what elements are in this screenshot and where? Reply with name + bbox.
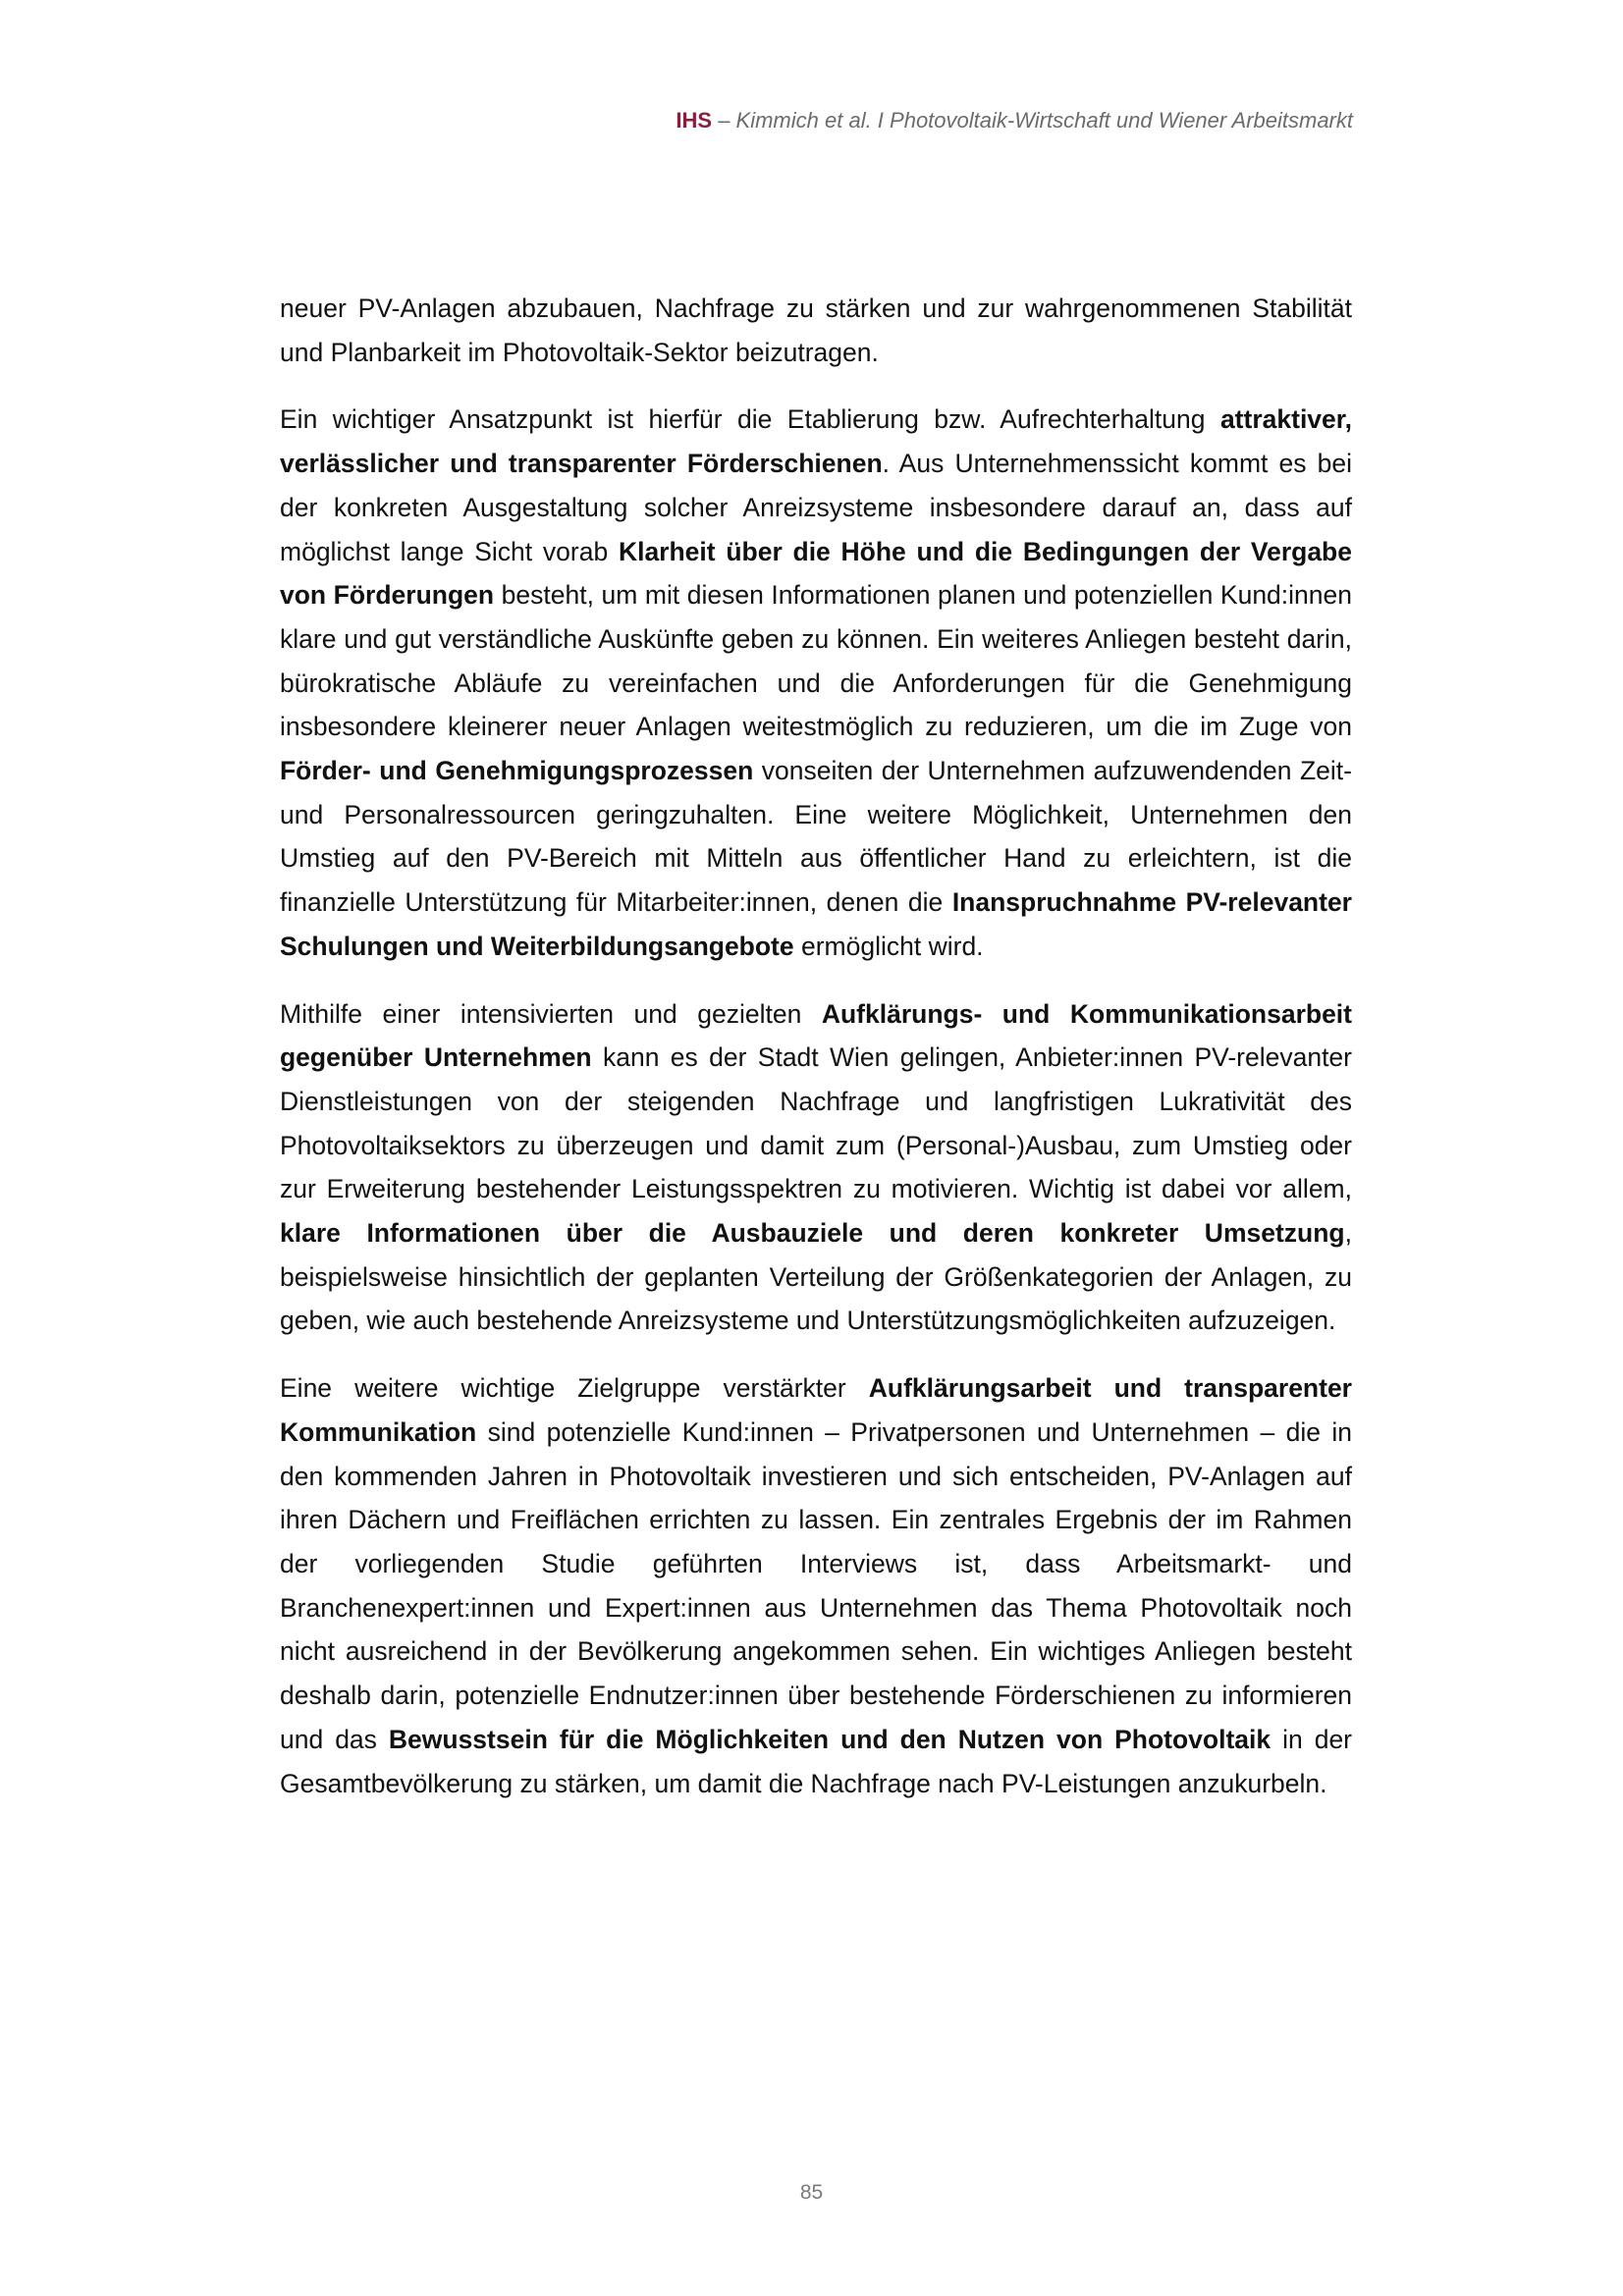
header-org: IHS xyxy=(676,108,713,133)
text-run: Mithilfe einer intensivierten und gezielten xyxy=(280,998,822,1029)
bold-phrase: Förder- und Genehmigungsprozessen xyxy=(280,756,754,786)
paragraph xyxy=(280,287,1352,374)
page-number: 85 xyxy=(799,2181,824,2204)
bold-phrase: attraktiver, verlässlicher und transparenter Förderschienen xyxy=(280,404,1352,479)
running-header xyxy=(676,108,1353,133)
text-run: vonseiten der Unternehmen aufzuwendenden Zeit- und Personalressourcen geringzuhalten. Eine weitere Möglichkeit, Unternehmen den Umstieg auf den PV-Bereich mit Mitteln aus öffentlicher Hand zu erleichtern, ist die finanzielle Unterstützung für Mitarbeiter:innen, denen die xyxy=(280,756,1352,918)
text-run: neuer PV-Anlagen abzubauen, Nachfrage zu stärken und zur wahrgenommenen Stabilität und Planbarkeit im Photovoltaik-Sektor beizutragen. xyxy=(280,294,1352,367)
text-run: besteht, um mit diesen Informationen planen und potenziellen Kund:innen klare und gut verständliche Auskünfte geben zu können. Ein weiteres Anliegen besteht darin, bürokratische Abläufe zu vereinfachen und die Anforderungen für die Genehmigung insbesondere kleinerer neuer Anlagen weitestmöglich zu reduzieren, um die im Zuge von xyxy=(280,580,1352,742)
text-run: . Aus Unternehmenssicht kommt es bei der konkreten Ausgestaltung solcher Anreizsysteme insbesondere darauf an, dass auf möglichst lange Sicht vorab xyxy=(280,449,1352,566)
text-run: sind potenzielle Kund:innen – Privatpersonen und Unternehmen – die in den kommenden Jahren in Photovoltaik investieren und sich entscheiden, PV-Anlagen auf ihren Dächern und Freiflächen errichten zu lassen. Ein zentrales Ergebnis der im Rahmen der vorliegenden Studie geführten Interviews ist, dass Arbeitsmarkt- und Branchenexpert:innen und Expert:innen aus Unternehmen das Thema Photovoltaik noch nicht ausreichend in der Bevölkerung angekommen sehen. Ein wichtiges Anliegen besteht deshalb darin, potenzielle Endnutzer:innen über bestehende Förderschienen zu informieren und das xyxy=(280,1416,1352,1754)
bold-phrase: klare Informationen über die Ausbauziele und deren konkreter Umsetzung xyxy=(280,1218,1345,1249)
text-run: Eine weitere wichtige Zielgruppe verstärkter xyxy=(280,1373,869,1404)
bold-phrase: Bewusstsein für die Möglichkeiten und den Nutzen von Photovoltaik xyxy=(388,1724,1271,1754)
paragraph xyxy=(280,398,1352,968)
text-run: ermöglicht wird. xyxy=(793,931,984,961)
bold-phrase: Aufklärungsarbeit und transparenter Kommunikation xyxy=(280,1373,1352,1447)
header-separator: – xyxy=(712,108,736,133)
text-run: kann es der Stadt Wien gelingen, Anbieter:innen PV-relevanter Dienstleistungen von der steigenden Nachfrage und langfristigen Lukrativität des Photovoltaiksektors zu überzeugen und damit zum (Personal-)Ausbau, zum Umstieg oder zur Erweiterung bestehender Leistungsspektren zu motivieren. Wichtig ist dabei vor allem, xyxy=(280,1042,1352,1204)
bold-phrase: Klarheit über die Höhe und die Bedingungen der Vergabe von Förderungen xyxy=(280,536,1352,611)
body-text xyxy=(280,287,1352,1829)
header-title: Kimmich et al. I Photovoltaik-Wirtschaft und Wiener Arbeitsmarkt xyxy=(735,108,1353,133)
paragraph xyxy=(280,992,1352,1344)
text-run: Ein wichtiger Ansatzpunkt ist hierfür die Etablierung bzw. Aufrechterhaltung xyxy=(280,404,1220,435)
text-run: , beispielsweise hinsichtlich der geplanten Verteilung der Größenkategorien der Anlagen, zu geben, wie auch bestehende Anreizsysteme und Unterstützungsmöglichkeiten aufzuzeigen. xyxy=(280,1218,1352,1336)
text-run: in der Gesamtbevölkerung zu stärken, um damit die Nachfrage nach PV-Leistungen anzukurbeln. xyxy=(280,1724,1353,1798)
bold-phrase: Inanspruchnahme PV-relevanter Schulungen und Weiterbildungsangebote xyxy=(280,887,1352,961)
bold-phrase: Aufklärungs- und Kommunikationsarbeit gegenüber Unternehmen xyxy=(280,998,1352,1073)
paragraph xyxy=(280,1366,1352,1805)
